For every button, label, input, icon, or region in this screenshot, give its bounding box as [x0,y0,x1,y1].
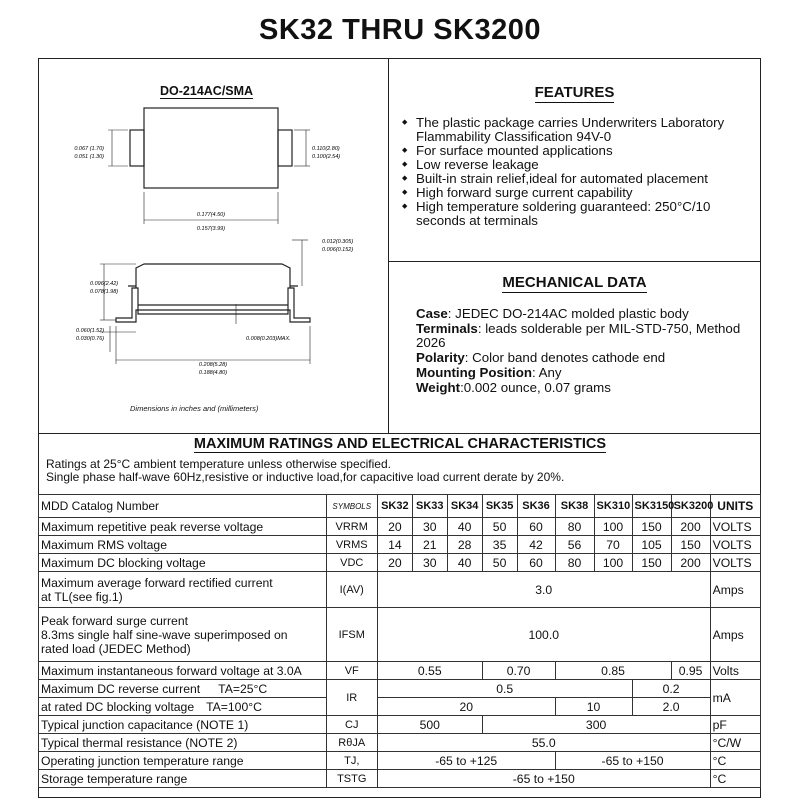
table-row-vdc: Maximum DC blocking voltage VDC 20 30 40 50 60 80 100 150 200 VOLTS [39,554,761,572]
dim-total-len-min: 0.188(4.80) [198,370,228,376]
table-row-iav: Maximum average forward rectified current at TL(see fig.1) I(AV) 3.0 Amps [39,572,761,608]
package-label: DO-214AC/SMA [160,84,254,98]
header-part: SK33 [412,495,447,518]
table-row-vf: Maximum instantaneous forward voltage at 3.0A VF 0.55 0.70 0.85 0.95 Volts [39,662,761,680]
feature-item: ◆ Built-in strain relief,ideal for automated placement [400,172,760,186]
dim-standoff: 0.008(0.203)MAX. [246,336,291,342]
table-row-ir-25: Maximum DC reverse current TA=25°C IR 0.5 0.2 mA [39,680,761,698]
dimensions-note: Dimensions in inches and (millimeters) [130,404,259,413]
divider-table-top [38,433,761,434]
dim-lead-thk: 0.012(0.305) [322,239,354,245]
header-part: SK3150 [632,495,671,518]
divider-right-middle [388,261,761,262]
header-part: SK32 [377,495,412,518]
header-part: SK35 [482,495,517,518]
dim-body-height: 0.067 (1.70) [74,146,104,152]
header-symbols: SYMBOLS [326,495,377,518]
table-row-tstg: Storage temperature range TSTG -65 to +150 °C [39,770,761,788]
feature-item: ◆ For surface mounted applications [400,144,760,158]
feature-item: ◆ The plastic package carries Underwriters Laboratory Flammability Classification 94V-0 [400,116,760,144]
mechanical-heading: MECHANICAL DATA [502,274,647,291]
page-title: SK32 THRU SK3200 [259,14,541,46]
table-header-row [39,495,761,518]
header-part: SK3200 [671,495,710,518]
dim-tab-width-min: 0.100(2.54) [312,154,341,160]
dim-body-height-min: 0.051 (1.30) [74,154,104,160]
dim-lead-thk-min: 0.006(0.152) [322,247,354,253]
table-row-ifsm: Peak forward surge current 8.3ms single half sine-wave superimposed on rated load (JEDEC Method) IFSM 100.0 Amps [39,608,761,662]
table-row-rth: Typical thermal resistance (NOTE 2) RθJA 55.0 °C/W [39,734,761,752]
ratings-notes: Ratings at 25°C ambient temperature unless otherwise specified. Single phase half-wave 60Hz,resistive or inductive load,for capacitive load current derate by 20%. [46,457,565,484]
header-catalog: MDD Catalog Number [39,495,327,518]
dim-lead-len: 0.060(1.52) [76,328,105,334]
ratings-table [38,494,761,788]
features-list [400,116,760,228]
dim-total-len: 0.208(5.28) [198,362,228,368]
table-row-tj: Operating junction temperature range TJ, -65 to +125 -65 to +150 °C [39,752,761,770]
header-part: SK36 [517,495,555,518]
features-heading: FEATURES [534,84,615,101]
side-view [100,240,310,364]
top-view [108,108,310,224]
table-row-vrms: Maximum RMS voltage VRMS 14 21 28 35 42 56 70 105 150 VOLTS [39,536,761,554]
table-row-cj: Typical junction capacitance (NOTE 1) CJ 500 300 pF [39,716,761,734]
ratings-heading: MAXIMUM RATINGS AND ELECTRICAL CHARACTERISTICS [193,436,607,452]
feature-item: ◆ Low reverse leakage [400,158,760,172]
table-row-vrrm: Maximum repetitive peak reverse voltage VRRM 20 30 40 50 60 80 100 150 200 VOLTS [39,518,761,536]
header-part: SK310 [594,495,632,518]
dim-body-length-min: 0.157(3.99) [196,226,226,232]
dim-total-height-min: 0.078(1.98) [90,289,119,295]
dim-lead-len-min: 0.030(0.76) [76,336,105,342]
feature-item: ◆ High forward surge current capability [400,186,760,200]
table-row-ir-100: at rated DC blocking voltage TA=100°C 20 10 2.0 [39,698,761,716]
header-part: SK38 [555,495,594,518]
dim-total-height: 0.096(2.42) [90,281,119,287]
dim-tab-width: 0.110(2.80) [312,146,340,152]
divider-vertical [388,58,389,433]
dim-body-length: 0.177(4.50) [196,212,226,218]
package-drawing [40,100,385,410]
header-units: UNITS [710,495,760,518]
header-part: SK34 [447,495,482,518]
mechanical-data: Case: JEDEC DO-214AC molded plastic body Terminals: leads solderable per MIL-STD-750, Method 2026 Polarity: Color band denotes cathode end Mounting Position: Any Weight:0.002 ounce, 0.07 grams [416,306,741,395]
feature-item: ◆ High temperature soldering guaranteed: 250°C/10 seconds at terminals [400,200,760,228]
